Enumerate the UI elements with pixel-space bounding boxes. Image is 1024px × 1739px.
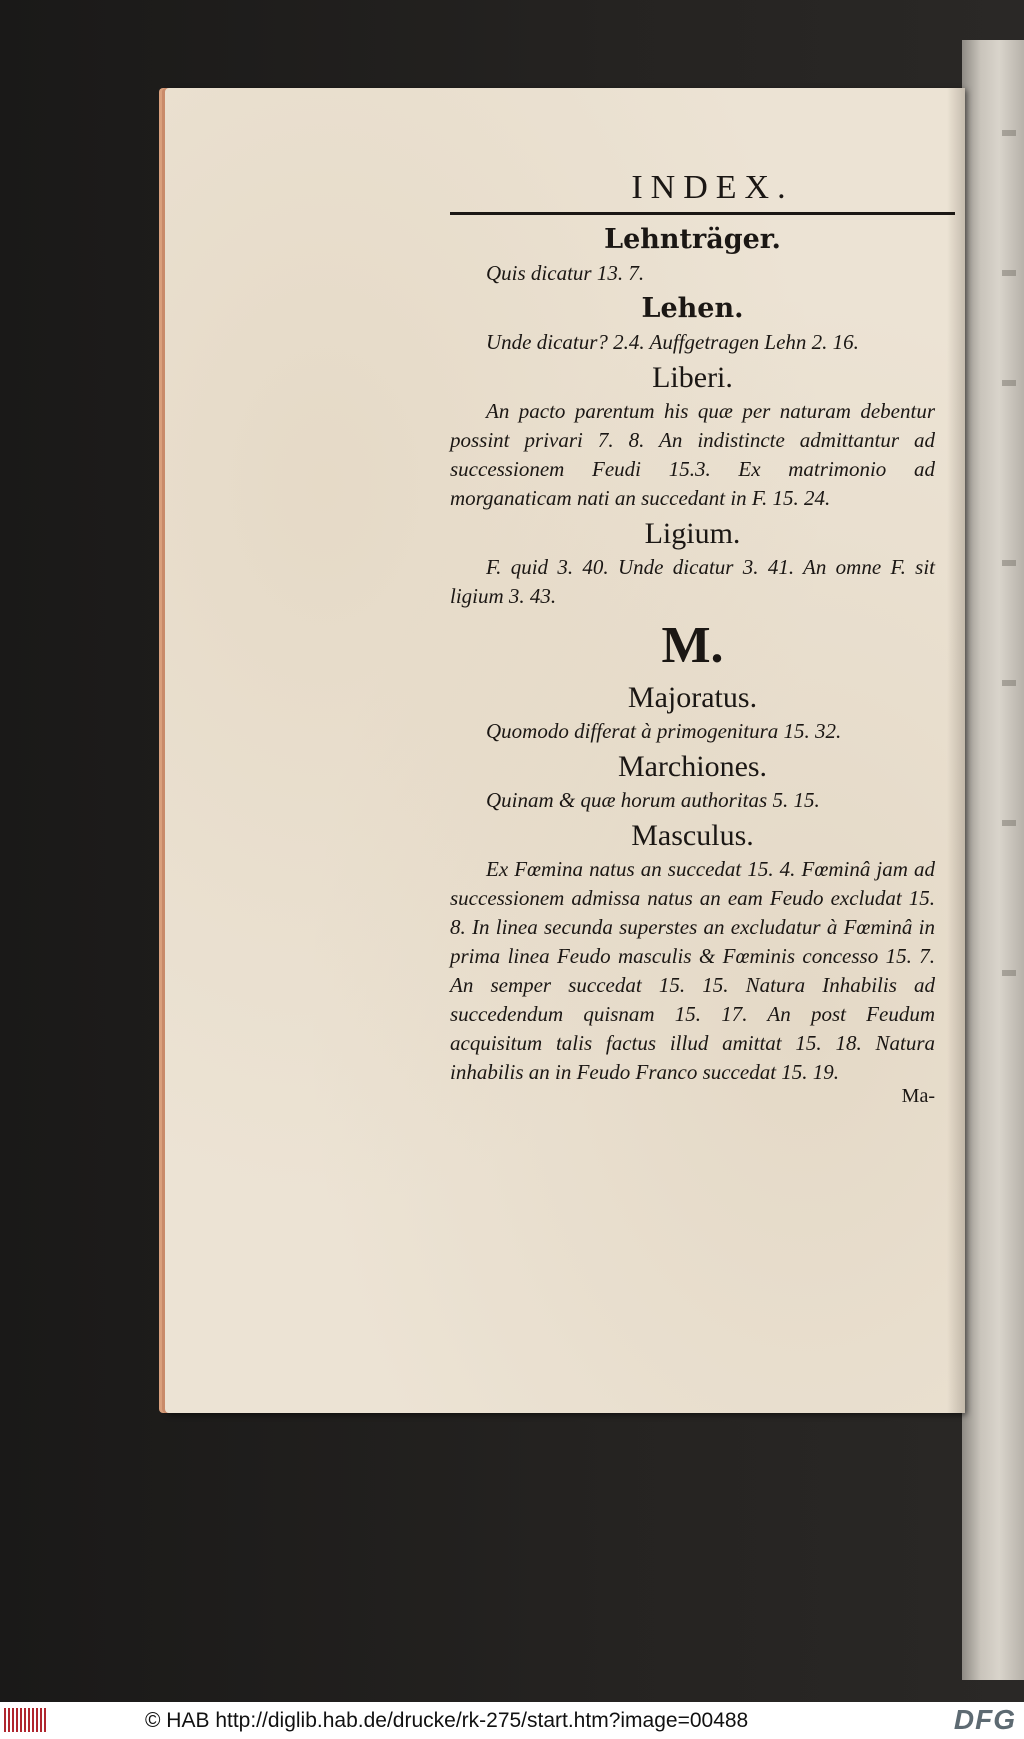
entry-body: Quomodo differat à primogenitura 15. 32. bbox=[486, 719, 842, 743]
entry-title: Marchiones. bbox=[617, 750, 768, 783]
catchword: Ma- bbox=[901, 1085, 935, 1107]
entry-body: Quinam & quæ horum authoritas 5. 15. bbox=[486, 788, 820, 812]
footer-bar bbox=[0, 1702, 1024, 1739]
dfg-logo: DFG bbox=[953, 1704, 1016, 1735]
entry-body: Unde dicatur? 2.4. Auffgetragen Lehn 2. 16. bbox=[486, 330, 859, 354]
index-entry bbox=[450, 515, 935, 611]
page-content bbox=[450, 168, 935, 1109]
book-page bbox=[165, 88, 965, 1413]
entry-body: An pacto parentum his quæ per naturam debentur possint privari 7. 8. An indistincte admittantur ad successionem Feudi 15.3. Ex matrimonio ad morganaticam nati an succedant in F. 15. 24. bbox=[450, 399, 935, 510]
entry-body: F. quid 3. 40. Unde dicatur 3. 41. An omne F. sit ligium 3. 43. bbox=[450, 555, 935, 608]
ghost-text-mark bbox=[1002, 560, 1016, 566]
ghost-text-mark bbox=[1002, 680, 1016, 686]
index-entry bbox=[450, 290, 935, 357]
ghost-text-mark bbox=[1002, 270, 1016, 276]
entry-title: Majoratus. bbox=[627, 681, 758, 714]
hab-logo-icon bbox=[4, 1708, 46, 1732]
ghost-text-mark bbox=[1002, 820, 1016, 826]
ghost-text-mark bbox=[1002, 380, 1016, 386]
index-entry bbox=[450, 221, 935, 288]
entry-title: Masculus. bbox=[631, 819, 754, 852]
head-rule bbox=[450, 212, 955, 215]
index-entry bbox=[450, 817, 935, 1087]
index-entry bbox=[450, 679, 935, 746]
ghost-text-mark bbox=[1002, 970, 1016, 976]
entry-body: Ex Fœmina natus an succedat 15. 4. Fœminâ jam ad successionem admissa natus an eam Feudo excludat 15. 8. In linea secunda superstes an excludatur à Fœminâ in prima linea Feudo masculis & Fœminis concesso 15. 7. An semper succedat 15. 15. Natura Inhabilis ad succedendum quisnam 15. 17. An post Feudum acquisitum talis factus illud amittat 15. 18. Natura inhabilis an in Feudo Franco succedat 15. 19. bbox=[450, 857, 935, 1084]
entry-title: Lehen. bbox=[641, 293, 744, 324]
entry-title: Liberi. bbox=[652, 361, 733, 394]
next-page-edge bbox=[962, 40, 1024, 1680]
entry-body: Quis dicatur 13. 7. bbox=[486, 261, 645, 285]
ghost-text-mark bbox=[1002, 130, 1016, 136]
index-entry bbox=[450, 748, 935, 815]
running-head: INDEX. bbox=[631, 169, 794, 206]
entry-title: Ligium. bbox=[644, 517, 741, 550]
index-entry bbox=[450, 359, 935, 513]
entry-title: Lehnträger. bbox=[604, 224, 781, 255]
section-letter: M. bbox=[661, 617, 724, 674]
footer-credit-link[interactable]: © HAB http://diglib.hab.de/drucke/rk-275/start.htm?image=00488 bbox=[145, 1709, 749, 1732]
page-gutter-shadow bbox=[947, 88, 965, 1413]
